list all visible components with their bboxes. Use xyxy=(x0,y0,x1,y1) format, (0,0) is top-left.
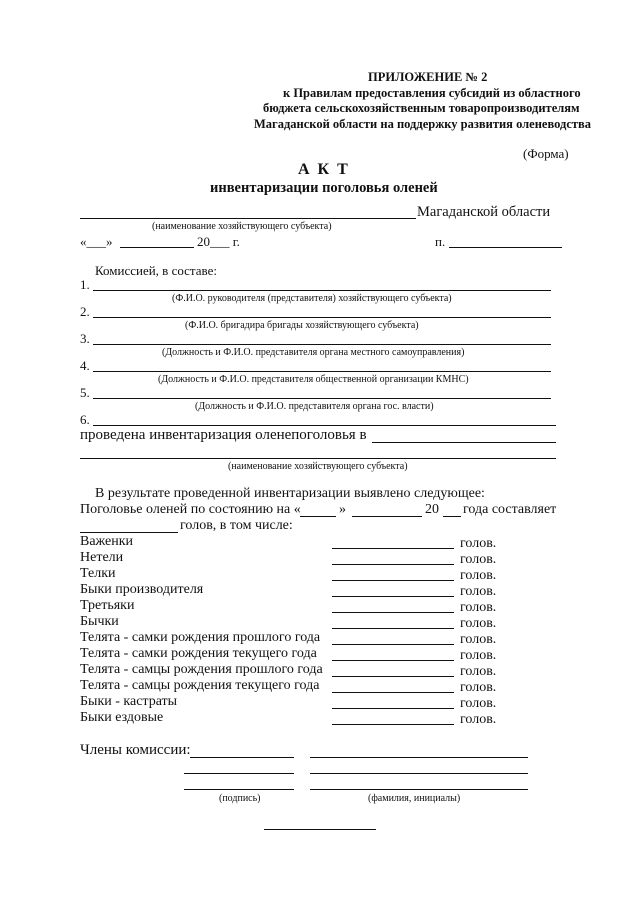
member-2-line[interactable] xyxy=(93,317,551,318)
category-unit: голов. xyxy=(460,536,497,551)
category-count-line[interactable] xyxy=(332,708,454,709)
member-3-caption: (Должность и Ф.И.О. представителя органа местного самоуправления) xyxy=(162,347,465,358)
category-label: Телята - самцы рождения прошлого года xyxy=(80,662,323,677)
category-unit: голов. xyxy=(460,568,497,583)
member-5-number: 5. xyxy=(80,385,90,400)
category-count-line[interactable] xyxy=(332,660,454,661)
member-1-number: 1. xyxy=(80,277,90,292)
date-month-line[interactable] xyxy=(120,247,194,248)
category-count-line[interactable] xyxy=(332,676,454,677)
member-3-number: 3. xyxy=(80,331,90,346)
form-label: (Форма) xyxy=(523,146,569,161)
category-label: Телята - самки рождения текущего года xyxy=(80,646,317,661)
commission-intro: Комиссией, в составе: xyxy=(95,263,217,278)
signature-line-2[interactable] xyxy=(184,773,294,774)
category-unit: голов. xyxy=(460,632,497,647)
category-count-line[interactable] xyxy=(332,692,454,693)
commission-members-label: Члены комиссии: xyxy=(80,742,191,758)
category-label: Важенки xyxy=(80,534,134,549)
herd-date-month-line[interactable] xyxy=(352,516,422,517)
signature-caption: (подпись) xyxy=(219,793,261,804)
category-unit: голов. xyxy=(460,616,497,631)
appendix-line-4: Магаданской области на поддержку развития оленеводства xyxy=(254,117,592,131)
inventory-entity-caption: (наименование хозяйствующего субъекта) xyxy=(228,461,408,472)
category-unit: голов. xyxy=(460,648,497,663)
herd-date-year-line[interactable] xyxy=(443,516,461,517)
category-label: Нетели xyxy=(80,550,124,565)
date-day: «___» xyxy=(80,234,113,249)
category-unit: голов. xyxy=(460,552,497,567)
herd-date-text-b: » xyxy=(339,502,346,517)
category-label: Телки xyxy=(80,566,116,581)
appendix-number: ПРИЛОЖЕНИЕ № 2 xyxy=(368,70,488,84)
place-prefix: п. xyxy=(435,234,446,249)
name-caption: (фамилия, инициалы) xyxy=(368,793,461,804)
category-count-line[interactable] xyxy=(332,612,454,613)
entity-caption: (наименование хозяйствующего субъекта) xyxy=(152,221,332,232)
member-4-caption: (Должность и Ф.И.О. представителя общественной организации КМНС) xyxy=(158,374,469,385)
category-count-line[interactable] xyxy=(332,564,454,565)
category-count-line[interactable] xyxy=(332,724,454,725)
category-unit: голов. xyxy=(460,664,497,679)
herd-total-text: голов, в том числе: xyxy=(180,518,293,533)
entity-name-line[interactable] xyxy=(80,218,416,219)
inventory-entity-line-1[interactable] xyxy=(372,442,556,443)
region-suffix: Магаданской области xyxy=(417,204,551,220)
category-label: Быки ездовые xyxy=(80,710,164,725)
inventory-entity-line-2[interactable] xyxy=(80,458,556,459)
category-unit: голов. xyxy=(460,696,497,711)
signature-line-3[interactable] xyxy=(184,789,294,790)
member-5-caption: (Должность и Ф.И.О. представителя органа гос. власти) xyxy=(195,401,434,412)
herd-total-line[interactable] xyxy=(80,532,178,533)
category-label: Бычки xyxy=(80,614,119,629)
herd-date-text-c: 20 xyxy=(425,502,439,517)
member-1-caption: (Ф.И.О. руководителя (представителя) хозяйствующего субъекта) xyxy=(172,293,452,304)
category-label: Быки производителя xyxy=(80,582,204,597)
member-4-number: 4. xyxy=(80,358,90,373)
appendix-line-2: к Правилам предоставления субсидий из областного xyxy=(283,86,581,100)
document-subtitle: инвентаризации поголовья оленей xyxy=(210,180,438,196)
category-unit: голов. xyxy=(460,584,497,599)
inventory-conducted-text: проведена инвентаризация оленепоголовья в xyxy=(80,427,367,443)
name-line-3[interactable] xyxy=(310,789,528,790)
category-label: Быки - кастраты xyxy=(80,694,178,709)
category-label: Третьяки xyxy=(80,598,135,613)
date-year: 20___ г. xyxy=(197,234,240,249)
member-2-caption: (Ф.И.О. бригадира бригады хозяйствующего субъекта) xyxy=(185,320,419,331)
category-count-line[interactable] xyxy=(332,596,454,597)
herd-date-text-d: года составляет xyxy=(463,502,557,517)
category-count-line[interactable] xyxy=(332,644,454,645)
member-1-line[interactable] xyxy=(93,290,551,291)
appendix-line-3: бюджета сельскохозяйственным товаропроизводителям xyxy=(263,101,580,115)
category-count-line[interactable] xyxy=(332,548,454,549)
place-line[interactable] xyxy=(449,247,562,248)
category-unit: голов. xyxy=(460,600,497,615)
signature-line-1[interactable] xyxy=(190,757,294,758)
herd-date-day-line[interactable] xyxy=(300,516,336,517)
member-3-line[interactable] xyxy=(93,344,551,345)
category-count-line[interactable] xyxy=(332,580,454,581)
category-unit: голов. xyxy=(460,712,497,727)
name-line-2[interactable] xyxy=(310,773,528,774)
member-5-line[interactable] xyxy=(93,398,551,399)
category-count-line[interactable] xyxy=(332,628,454,629)
member-6-line[interactable] xyxy=(93,425,556,426)
herd-date-text-a: Поголовье оленей по состоянию на « xyxy=(80,502,301,517)
member-4-line[interactable] xyxy=(93,371,551,372)
category-label: Телята - самки рождения прошлого года xyxy=(80,630,321,645)
member-6-number: 6. xyxy=(80,412,90,427)
name-line-1[interactable] xyxy=(310,757,528,758)
category-unit: голов. xyxy=(460,680,497,695)
member-2-number: 2. xyxy=(80,304,90,319)
results-intro: В результате проведенной инвентаризации выявлено следующее: xyxy=(95,486,485,501)
category-label: Телята - самцы рождения текущего года xyxy=(80,678,320,693)
document-title: А К Т xyxy=(298,161,350,178)
date-signature-line[interactable] xyxy=(264,829,376,830)
